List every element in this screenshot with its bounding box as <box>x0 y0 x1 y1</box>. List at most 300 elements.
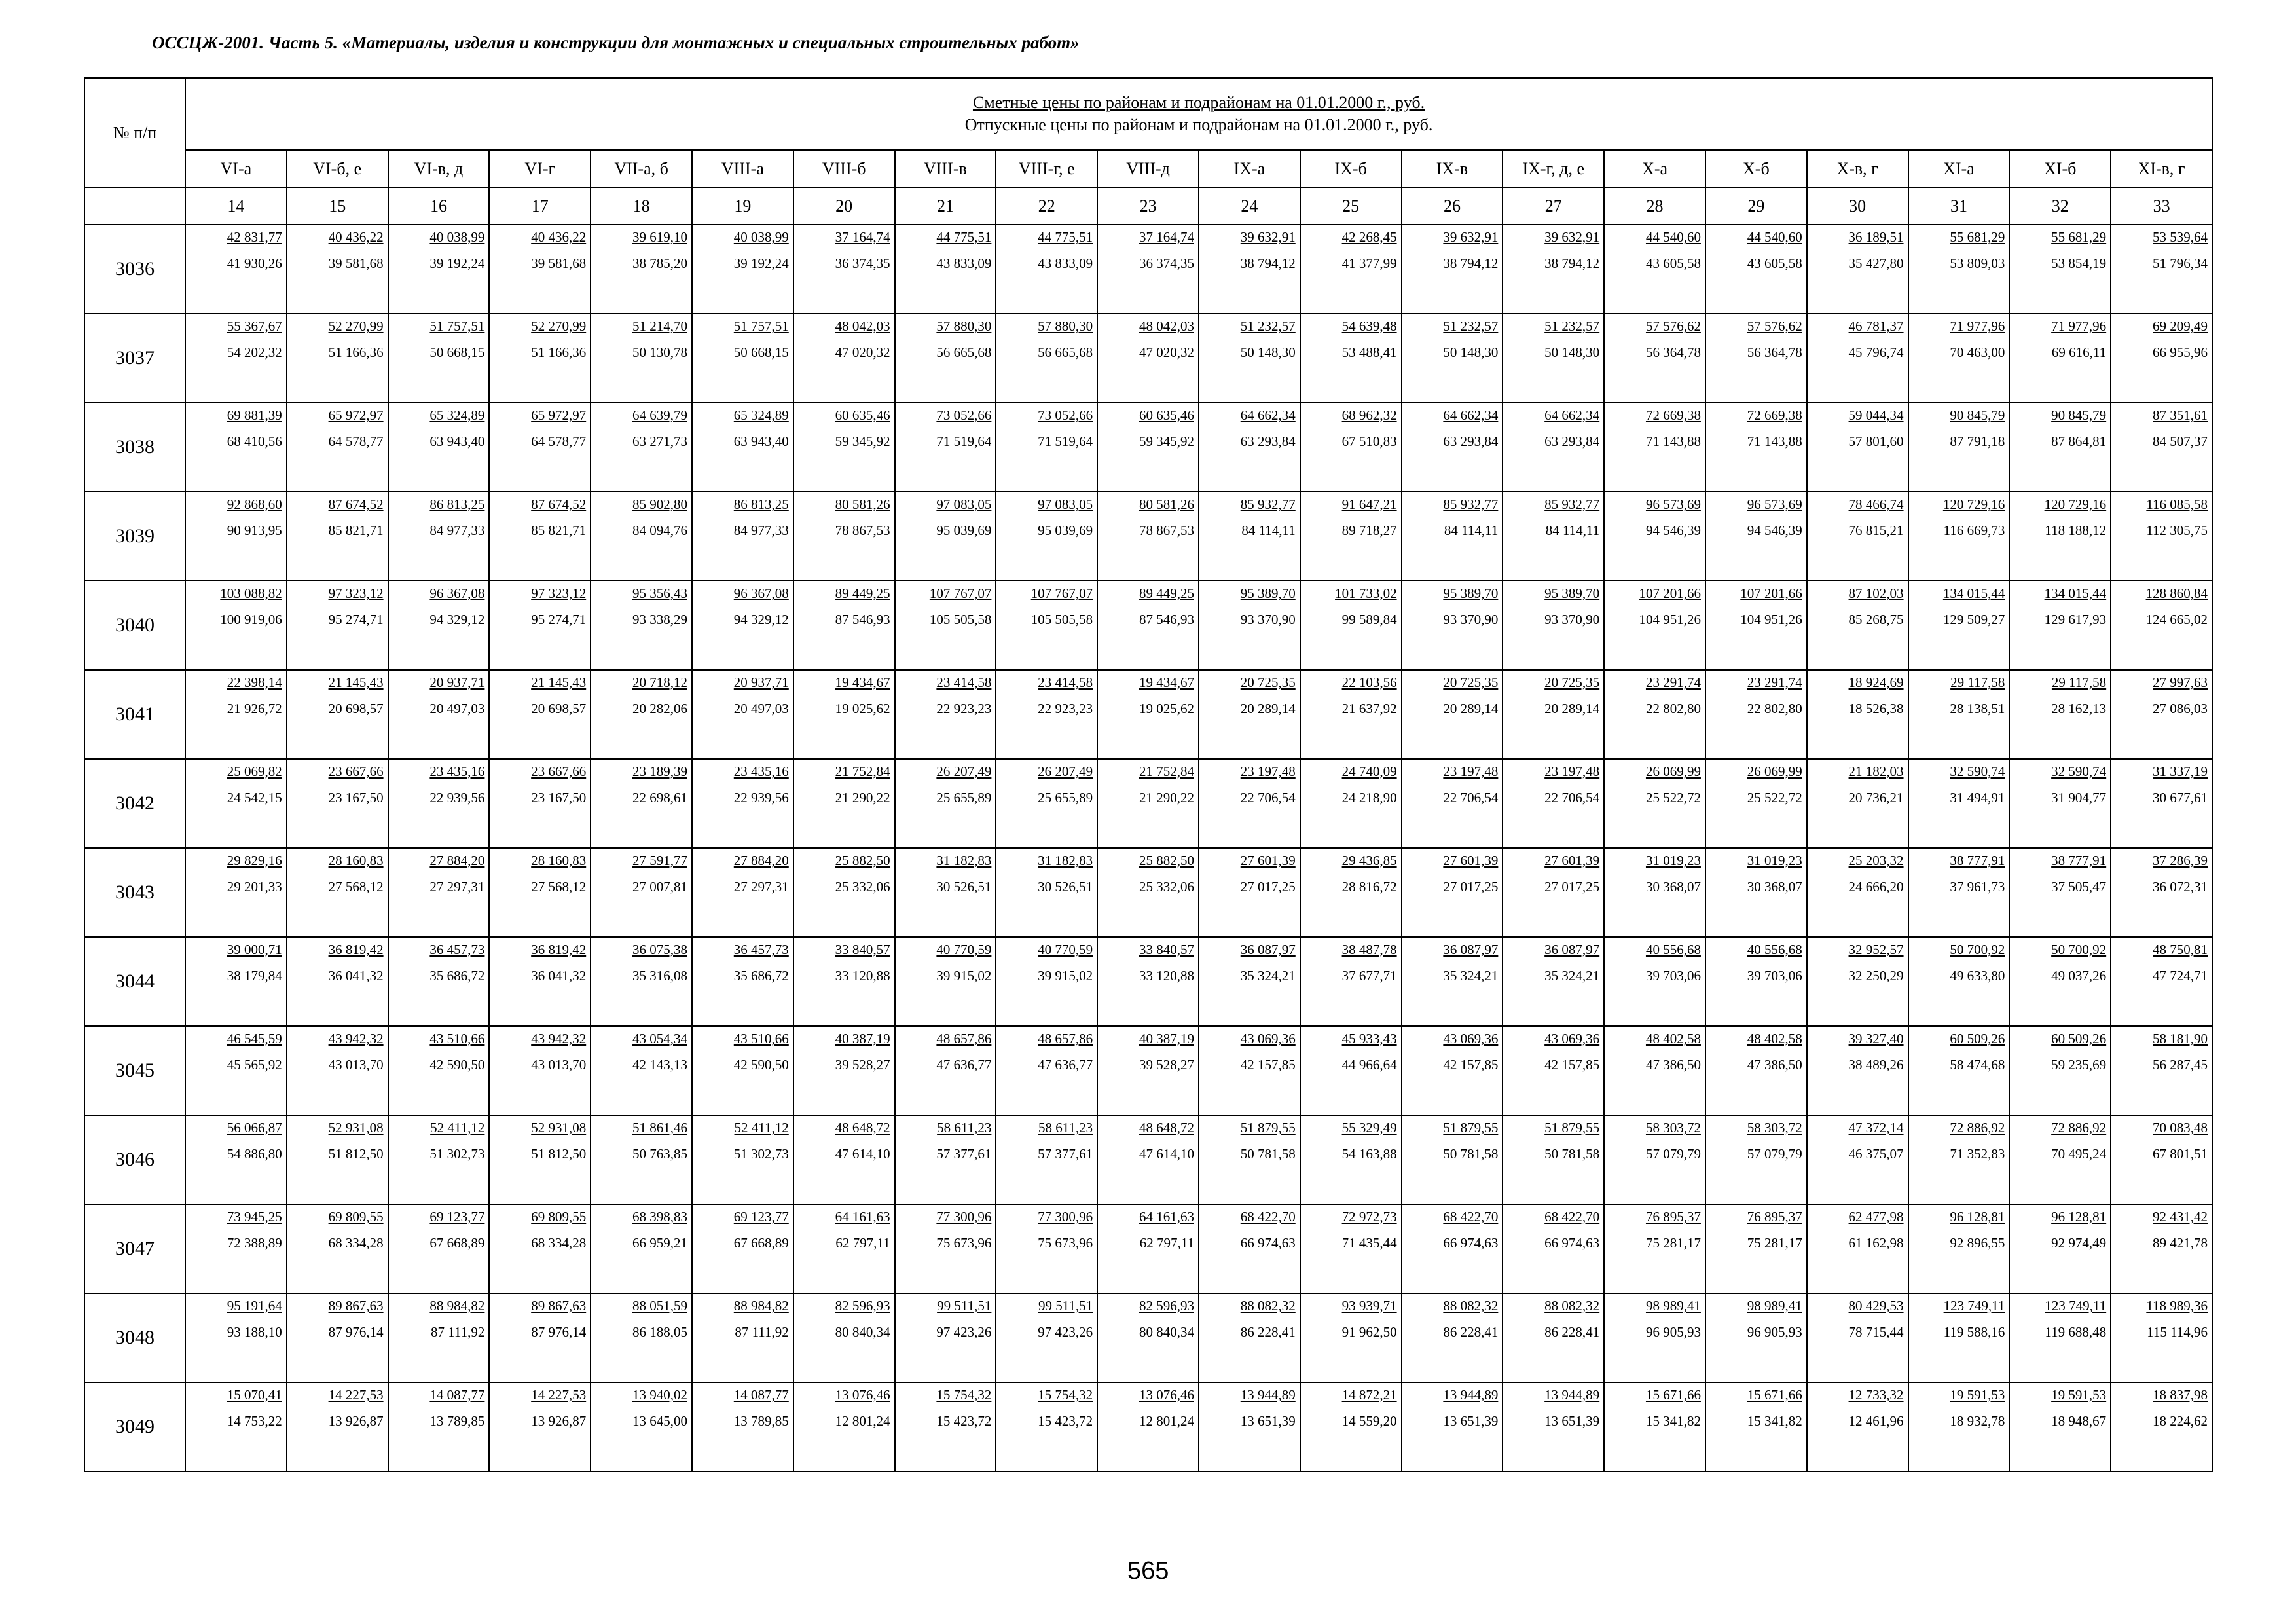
estimate-price: 96 573,69 <box>1747 496 1802 512</box>
price-cell <box>2111 225 2212 314</box>
district-header: VIII-г, е <box>996 150 1097 187</box>
release-price: 67 668,89 <box>429 1235 485 1251</box>
estimate-price: 48 402,58 <box>1645 1031 1701 1046</box>
price-cell <box>1300 314 1402 403</box>
price-cell <box>1402 1382 1503 1471</box>
price-cell <box>1402 1204 1503 1293</box>
release-price: 47 614,10 <box>835 1146 890 1162</box>
price-cell <box>1705 1204 1807 1293</box>
price-cell <box>895 937 996 1026</box>
estimate-price: 107 201,66 <box>1639 585 1701 601</box>
estimate-price: 73 052,66 <box>936 407 992 423</box>
estimate-price: 65 324,89 <box>429 407 485 423</box>
release-price: 66 955,96 <box>2153 344 2208 360</box>
price-cell <box>1807 670 1908 759</box>
estimate-price: 32 590,74 <box>2051 764 2107 779</box>
price-cell <box>489 314 591 403</box>
price-cell <box>692 1204 793 1293</box>
release-price: 71 352,83 <box>1950 1146 2005 1162</box>
release-price: 86 228,41 <box>1544 1324 1600 1340</box>
estimate-price: 93 939,71 <box>1341 1298 1397 1314</box>
price-cell <box>591 492 692 581</box>
release-price: 42 143,13 <box>632 1057 687 1073</box>
table-row <box>84 670 2212 759</box>
price-cell <box>185 1293 287 1382</box>
release-price: 51 812,50 <box>328 1146 384 1162</box>
release-price: 59 235,69 <box>2051 1057 2107 1073</box>
release-price: 57 079,79 <box>1747 1146 1802 1162</box>
price-cell <box>2009 314 2111 403</box>
price-cell <box>895 1115 996 1204</box>
price-cell <box>1604 314 1705 403</box>
price-cell <box>2009 403 2111 492</box>
row-number: 3048 <box>84 1293 185 1382</box>
release-price: 36 072,31 <box>2153 879 2208 895</box>
price-table <box>84 77 2213 1472</box>
release-price: 32 250,29 <box>1848 968 1904 984</box>
release-price: 115 114,96 <box>2147 1324 2208 1340</box>
release-price: 53 854,19 <box>2051 255 2107 271</box>
release-price: 94 329,12 <box>429 612 485 627</box>
estimate-price: 27 601,39 <box>1544 853 1600 868</box>
release-price: 51 302,73 <box>733 1146 789 1162</box>
price-cell <box>1199 1026 1300 1115</box>
price-cell <box>489 1026 591 1115</box>
price-cell <box>1503 1026 1604 1115</box>
release-price: 100 919,06 <box>220 612 282 627</box>
price-cell <box>1604 403 1705 492</box>
estimate-price: 22 398,14 <box>227 674 282 690</box>
column-number: 21 <box>895 187 996 225</box>
release-price: 93 370,90 <box>1240 612 1296 627</box>
estimate-price: 69 123,77 <box>429 1209 485 1225</box>
price-cell <box>1402 670 1503 759</box>
release-price: 39 915,02 <box>1038 968 1093 984</box>
estimate-price: 40 770,59 <box>1038 942 1093 957</box>
estimate-price: 58 303,72 <box>1747 1120 1802 1135</box>
estimate-price: 36 087,97 <box>1544 942 1600 957</box>
release-price: 21 290,22 <box>1139 790 1194 805</box>
release-price: 25 522,72 <box>1645 790 1701 805</box>
estimate-price: 31 182,83 <box>1038 853 1093 868</box>
release-price: 85 821,71 <box>328 523 384 538</box>
release-price: 56 364,78 <box>1645 344 1701 360</box>
price-cell <box>388 848 490 937</box>
estimate-price: 60 635,46 <box>1139 407 1194 423</box>
release-price: 20 289,14 <box>1544 701 1600 716</box>
price-cell <box>692 225 793 314</box>
price-cell <box>591 937 692 1026</box>
release-price: 80 840,34 <box>835 1324 890 1340</box>
price-cell <box>185 937 287 1026</box>
estimate-price: 33 840,57 <box>1139 942 1194 957</box>
table-row <box>84 1026 2212 1115</box>
price-cell <box>1199 492 1300 581</box>
estimate-price: 71 977,96 <box>1950 318 2005 334</box>
release-price: 112 305,75 <box>2146 523 2208 538</box>
release-price: 50 668,15 <box>429 344 485 360</box>
price-cell <box>388 1382 490 1471</box>
estimate-price: 65 324,89 <box>733 407 789 423</box>
estimate-price: 14 227,53 <box>531 1387 587 1403</box>
price-cell <box>1604 759 1705 848</box>
estimate-price: 20 725,35 <box>1240 674 1296 690</box>
column-number: 25 <box>1300 187 1402 225</box>
release-price: 70 463,00 <box>1950 344 2005 360</box>
release-price: 37 505,47 <box>2051 879 2107 895</box>
estimate-price: 68 422,70 <box>1240 1209 1296 1225</box>
release-price: 51 166,36 <box>328 344 384 360</box>
price-cell <box>287 1293 388 1382</box>
release-price: 28 162,13 <box>2051 701 2107 716</box>
price-cell <box>1199 403 1300 492</box>
price-cell <box>185 581 287 670</box>
estimate-price: 19 434,67 <box>1139 674 1194 690</box>
price-cell <box>1300 492 1402 581</box>
release-price: 22 939,56 <box>733 790 789 805</box>
release-price: 85 821,71 <box>531 523 587 538</box>
price-cell <box>895 1293 996 1382</box>
release-price: 24 218,90 <box>1341 790 1397 805</box>
release-price: 87 546,93 <box>835 612 890 627</box>
price-cell <box>185 1026 287 1115</box>
price-cell <box>1199 1293 1300 1382</box>
estimate-price: 99 511,51 <box>1038 1298 1093 1314</box>
column-number: 19 <box>692 187 793 225</box>
price-cell <box>1807 1382 1908 1471</box>
price-cell <box>287 848 388 937</box>
price-cell <box>1807 1204 1908 1293</box>
release-price: 71 143,88 <box>1645 434 1701 449</box>
release-price: 92 896,55 <box>1950 1235 2005 1251</box>
price-cell <box>1908 1204 2010 1293</box>
estimate-price: 88 984,82 <box>429 1298 485 1314</box>
estimate-price: 14 227,53 <box>328 1387 384 1403</box>
estimate-price: 31 337,19 <box>2153 764 2208 779</box>
estimate-price: 87 674,52 <box>328 496 384 512</box>
price-cell <box>2009 1026 2111 1115</box>
release-price: 118 188,12 <box>2045 523 2107 538</box>
price-cell <box>2009 1204 2111 1293</box>
release-price: 22 923,23 <box>1038 701 1093 716</box>
release-price: 42 157,85 <box>1443 1057 1499 1073</box>
estimate-price: 14 872,21 <box>1341 1387 1397 1403</box>
release-price: 105 505,58 <box>1030 612 1093 627</box>
release-price: 43 013,70 <box>328 1057 384 1073</box>
price-cell <box>1402 403 1503 492</box>
price-cell <box>793 1382 895 1471</box>
price-cell <box>1503 848 1604 937</box>
estimate-price: 12 733,32 <box>1848 1387 1904 1403</box>
estimate-price: 68 422,70 <box>1544 1209 1600 1225</box>
estimate-price: 76 895,37 <box>1645 1209 1701 1225</box>
release-price: 33 120,88 <box>835 968 890 984</box>
price-cell <box>1908 581 2010 670</box>
price-cell <box>1908 225 2010 314</box>
release-price: 27 017,25 <box>1443 879 1499 895</box>
release-price: 93 370,90 <box>1544 612 1600 627</box>
estimate-price: 96 128,81 <box>1950 1209 2005 1225</box>
release-price: 15 423,72 <box>936 1413 992 1429</box>
price-cell <box>1097 670 1199 759</box>
release-price: 22 802,80 <box>1747 701 1802 716</box>
release-price: 87 791,18 <box>1950 434 2005 449</box>
price-cell <box>1097 403 1199 492</box>
estimate-price: 57 880,30 <box>1038 318 1093 334</box>
estimate-price: 118 989,36 <box>2146 1298 2208 1314</box>
estimate-price: 13 944,89 <box>1544 1387 1600 1403</box>
price-cell <box>2111 759 2212 848</box>
estimate-price: 48 648,72 <box>1139 1120 1194 1135</box>
release-price: 25 655,89 <box>936 790 992 805</box>
table-row <box>84 225 2212 314</box>
release-price: 87 111,92 <box>735 1324 789 1340</box>
price-cell <box>996 937 1097 1026</box>
estimate-price: 95 389,70 <box>1240 585 1296 601</box>
district-header: VI-а <box>185 150 287 187</box>
price-cell <box>2009 848 2111 937</box>
price-cell <box>1300 1026 1402 1115</box>
price-cell <box>1705 581 1807 670</box>
estimate-price: 40 556,68 <box>1747 942 1802 957</box>
estimate-price: 51 757,51 <box>733 318 789 334</box>
estimate-price: 43 069,36 <box>1443 1031 1499 1046</box>
release-price: 71 519,64 <box>1038 434 1093 449</box>
price-cell <box>1402 848 1503 937</box>
estimate-price: 39 000,71 <box>227 942 282 957</box>
price-cell <box>1705 1293 1807 1382</box>
district-header: VII-а, б <box>591 150 692 187</box>
price-cell <box>388 1293 490 1382</box>
estimate-price: 33 840,57 <box>835 942 890 957</box>
release-price: 20 497,03 <box>429 701 485 716</box>
price-cell <box>489 1382 591 1471</box>
release-price: 119 588,16 <box>1943 1324 2005 1340</box>
release-price: 38 794,12 <box>1240 255 1296 271</box>
release-price: 15 341,82 <box>1645 1413 1701 1429</box>
estimate-price: 15 671,66 <box>1747 1387 1802 1403</box>
release-price: 116 669,73 <box>1943 523 2005 538</box>
estimate-price: 23 435,16 <box>733 764 789 779</box>
estimate-price: 29 436,85 <box>1341 853 1397 868</box>
price-cell <box>996 225 1097 314</box>
price-cell <box>1503 1204 1604 1293</box>
estimate-price: 58 303,72 <box>1645 1120 1701 1135</box>
estimate-price: 48 402,58 <box>1747 1031 1802 1046</box>
price-cell <box>1705 1382 1807 1471</box>
release-price: 43 833,09 <box>1038 255 1093 271</box>
price-cell <box>591 403 692 492</box>
release-price: 38 794,12 <box>1544 255 1600 271</box>
release-price: 14 753,22 <box>227 1413 282 1429</box>
estimate-price: 95 191,64 <box>227 1298 282 1314</box>
price-cell <box>692 492 793 581</box>
estimate-price: 14 087,77 <box>429 1387 485 1403</box>
estimate-price: 44 540,60 <box>1645 229 1701 245</box>
release-price: 25 522,72 <box>1747 790 1802 805</box>
price-cell <box>996 1115 1097 1204</box>
estimate-price: 97 323,12 <box>328 585 384 601</box>
estimate-price: 20 937,71 <box>429 674 485 690</box>
estimate-price: 51 861,46 <box>632 1120 687 1135</box>
release-price: 105 505,58 <box>929 612 992 627</box>
price-cell <box>1807 314 1908 403</box>
release-price: 51 796,34 <box>2153 255 2208 271</box>
district-header: XI-а <box>1908 150 2010 187</box>
price-cell <box>1503 581 1604 670</box>
price-cell <box>1199 937 1300 1026</box>
release-price: 69 616,11 <box>2051 344 2107 360</box>
release-price: 27 297,31 <box>733 879 789 895</box>
estimate-price: 89 867,63 <box>531 1298 587 1314</box>
release-price: 19 025,62 <box>1139 701 1194 716</box>
estimate-price: 48 657,86 <box>1038 1031 1093 1046</box>
release-price: 27 017,25 <box>1544 879 1600 895</box>
title-release-prices: Отпускные цены по районам и подрайонам на 01.01.2000 г., руб. <box>964 115 1433 134</box>
release-price: 64 578,77 <box>531 434 587 449</box>
release-price: 39 703,06 <box>1645 968 1701 984</box>
price-cell <box>1807 1026 1908 1115</box>
release-price: 30 368,07 <box>1747 879 1802 895</box>
release-price: 13 926,87 <box>531 1413 587 1429</box>
estimate-price: 40 387,19 <box>1139 1031 1194 1046</box>
price-cell <box>895 581 996 670</box>
release-price: 12 801,24 <box>835 1413 890 1429</box>
release-price: 78 867,53 <box>835 523 890 538</box>
release-price: 53 809,03 <box>1950 255 2005 271</box>
price-cell <box>1908 670 2010 759</box>
estimate-price: 27 884,20 <box>733 853 789 868</box>
price-cell <box>489 581 591 670</box>
estimate-price: 77 300,96 <box>1038 1209 1093 1225</box>
estimate-price: 82 596,93 <box>835 1298 890 1314</box>
estimate-price: 27 601,39 <box>1443 853 1499 868</box>
estimate-price: 13 940,02 <box>632 1387 687 1403</box>
release-price: 20 289,14 <box>1443 701 1499 716</box>
estimate-price: 27 591,77 <box>632 853 687 868</box>
release-price: 37 961,73 <box>1950 879 2005 895</box>
estimate-price: 32 952,57 <box>1848 942 1904 957</box>
release-price: 57 079,79 <box>1645 1146 1701 1162</box>
estimate-price: 71 977,96 <box>2051 318 2107 334</box>
release-price: 35 324,21 <box>1544 968 1600 984</box>
release-price: 92 974,49 <box>2051 1235 2107 1251</box>
estimate-price: 51 879,55 <box>1544 1120 1600 1135</box>
estimate-price: 123 749,11 <box>1943 1298 2005 1314</box>
price-cell <box>489 403 591 492</box>
estimate-price: 44 775,51 <box>936 229 992 245</box>
running-header: ОССЦЖ-2001. Часть 5. «Материалы, изделия и конструкции для монтажных и специальных строительных работ» <box>152 33 1080 52</box>
release-price: 13 789,85 <box>429 1413 485 1429</box>
release-price: 124 665,02 <box>2145 612 2208 627</box>
price-cell <box>692 1115 793 1204</box>
release-price: 66 959,21 <box>632 1235 687 1251</box>
release-price: 39 581,68 <box>531 255 587 271</box>
estimate-price: 55 681,29 <box>1950 229 2005 245</box>
estimate-price: 13 944,89 <box>1443 1387 1499 1403</box>
price-cell <box>185 670 287 759</box>
table-row <box>84 403 2212 492</box>
release-price: 75 673,96 <box>1038 1235 1093 1251</box>
price-cell <box>287 1382 388 1471</box>
release-price: 35 316,08 <box>632 968 687 984</box>
price-cell <box>895 225 996 314</box>
price-cell <box>591 225 692 314</box>
release-price: 58 474,68 <box>1950 1057 2005 1073</box>
release-price: 35 686,72 <box>429 968 485 984</box>
estimate-price: 21 145,43 <box>328 674 384 690</box>
estimate-price: 85 932,77 <box>1544 496 1600 512</box>
estimate-price: 116 085,58 <box>2146 496 2208 512</box>
estimate-price: 68 422,70 <box>1443 1209 1499 1225</box>
release-price: 47 636,77 <box>936 1057 992 1073</box>
estimate-price: 77 300,96 <box>936 1209 992 1225</box>
price-cell <box>591 848 692 937</box>
release-price: 38 489,26 <box>1848 1057 1904 1073</box>
price-cell <box>2111 492 2212 581</box>
release-price: 28 138,51 <box>1950 701 2005 716</box>
column-number: 15 <box>287 187 388 225</box>
estimate-price: 57 576,62 <box>1645 318 1701 334</box>
release-price: 47 020,32 <box>835 344 890 360</box>
price-cell <box>388 314 490 403</box>
price-cell <box>185 1115 287 1204</box>
release-price: 61 162,98 <box>1848 1235 1904 1251</box>
price-cell <box>1705 403 1807 492</box>
estimate-price: 42 831,77 <box>227 229 282 245</box>
release-price: 87 976,14 <box>531 1324 587 1340</box>
price-cell <box>1807 1115 1908 1204</box>
release-price: 50 148,30 <box>1544 344 1600 360</box>
release-price: 39 192,24 <box>733 255 789 271</box>
estimate-price: 64 662,34 <box>1240 407 1296 423</box>
estimate-price: 98 989,41 <box>1645 1298 1701 1314</box>
price-cell <box>793 1293 895 1382</box>
release-price: 94 546,39 <box>1645 523 1701 538</box>
price-cell <box>692 670 793 759</box>
release-price: 129 617,93 <box>2044 612 2107 627</box>
estimate-price: 64 161,63 <box>1139 1209 1194 1225</box>
release-price: 54 886,80 <box>227 1146 282 1162</box>
release-price: 70 495,24 <box>2051 1146 2107 1162</box>
price-cell <box>1402 1293 1503 1382</box>
release-price: 18 224,62 <box>2153 1413 2208 1429</box>
price-cell <box>692 759 793 848</box>
release-price: 21 926,72 <box>227 701 282 716</box>
release-price: 50 781,58 <box>1443 1146 1499 1162</box>
estimate-price: 95 389,70 <box>1443 585 1499 601</box>
estimate-price: 48 042,03 <box>835 318 890 334</box>
price-cell <box>1199 581 1300 670</box>
release-price: 13 651,39 <box>1240 1413 1296 1429</box>
price-cell <box>1807 492 1908 581</box>
page-number: 565 <box>1127 1557 1169 1585</box>
estimate-price: 48 750,81 <box>2153 942 2208 957</box>
price-cell <box>1097 1293 1199 1382</box>
release-price: 22 939,56 <box>429 790 485 805</box>
release-price: 64 578,77 <box>328 434 384 449</box>
estimate-price: 60 635,46 <box>835 407 890 423</box>
estimate-price: 134 015,44 <box>1942 585 2005 601</box>
price-cell <box>692 1293 793 1382</box>
release-price: 67 510,83 <box>1341 434 1397 449</box>
estimate-price: 40 770,59 <box>936 942 992 957</box>
table-row <box>84 581 2212 670</box>
price-cell <box>185 1204 287 1293</box>
table-row <box>84 1382 2212 1471</box>
estimate-price: 25 069,82 <box>227 764 282 779</box>
estimate-price: 51 879,55 <box>1240 1120 1296 1135</box>
